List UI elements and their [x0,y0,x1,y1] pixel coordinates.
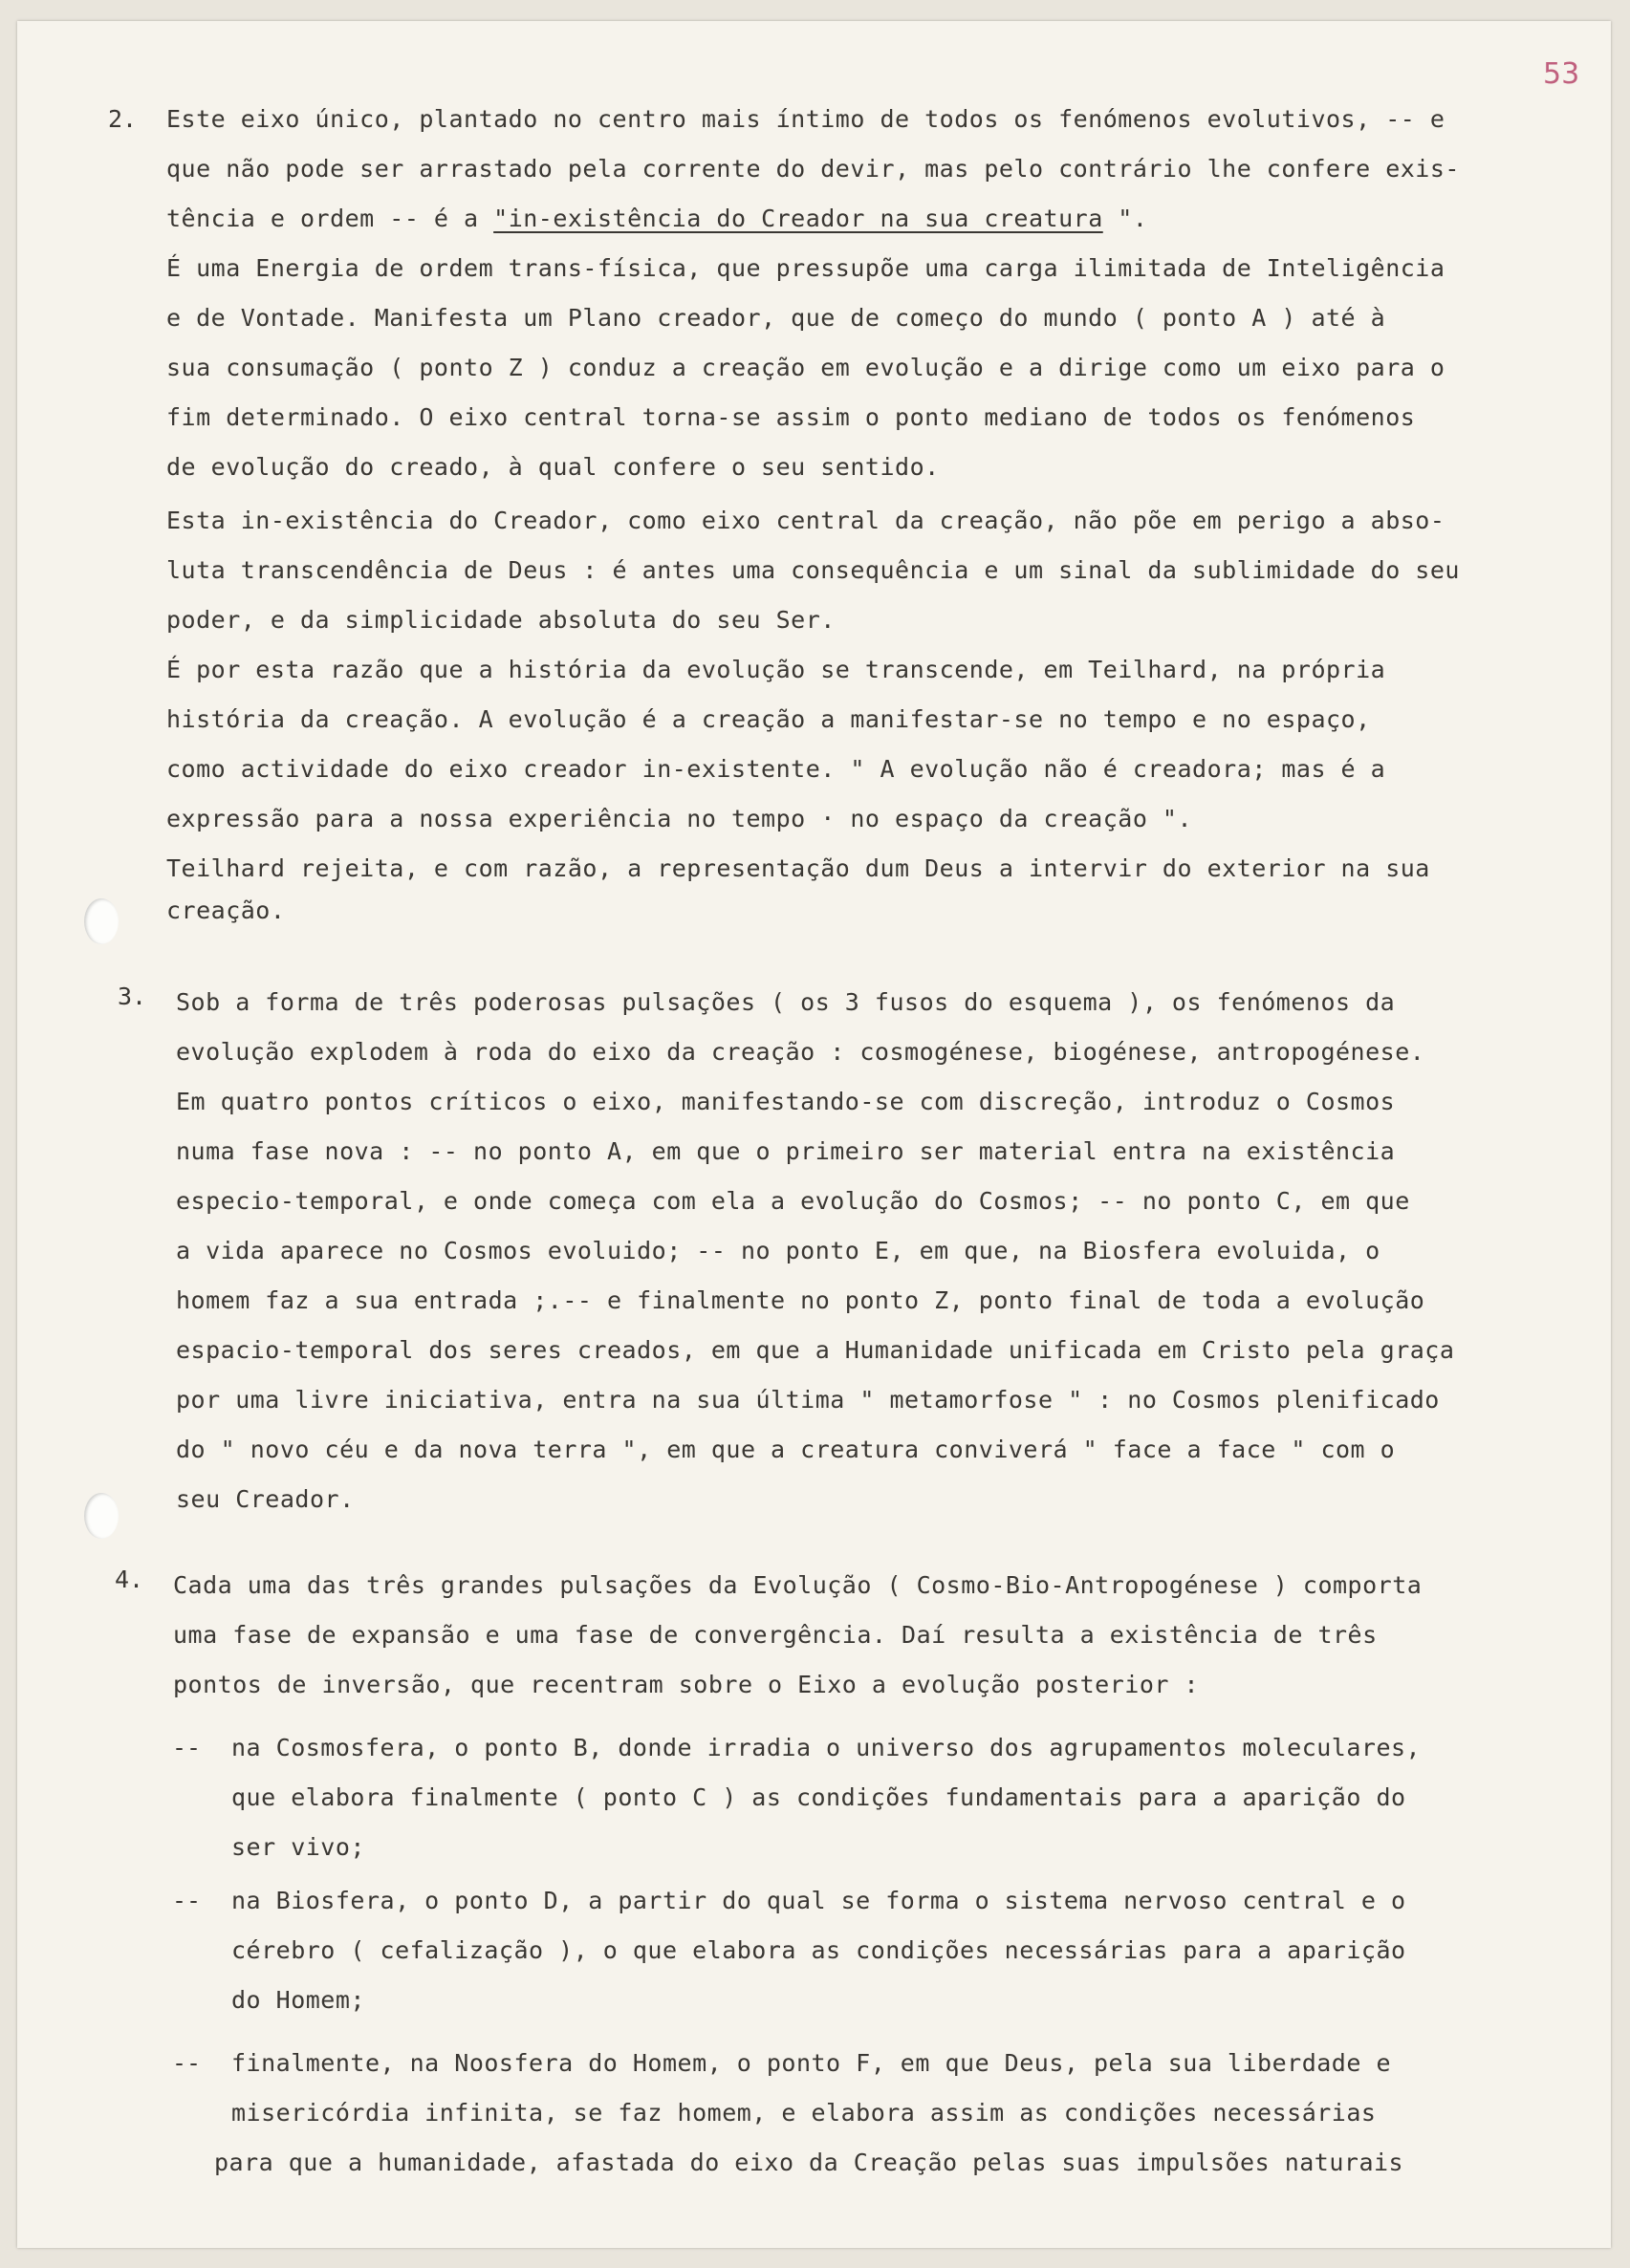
text-line: de evolução do creado, à qual confere o seu sentido. [166,453,940,481]
document-page [17,21,1611,2248]
text-line: seu Creador. [176,1485,355,1513]
underlined-phrase: "in-existência do Creador na sua creatura [493,205,1103,232]
text-line: creação. [166,896,286,924]
text-line: poder, e da simplicidade absoluta do seu Ser. [166,606,836,634]
text-line: Teilhard rejeita, e com razão, a representação dum Deus a intervir do exterior na sua [166,854,1430,882]
text-line: e de Vontade. Manifesta um Plano creador, que de começo do mundo ( ponto A ) até à [166,304,1386,332]
text-line: história da creação. A evolução é a creação a manifestar-se no tempo e no espaço, [166,705,1371,733]
text-line: luta transcendência de Deus : é antes uma consequência e um sinal da sublimidade do seu [166,556,1460,584]
text-line: Cada uma das três grandes pulsações da Evolução ( Cosmo-Bio-Antropogénese ) comporta [173,1571,1423,1599]
text-line: Sob a forma de três poderosas pulsações ( os 3 fusos do esquema ), os fenómenos da [176,988,1396,1016]
section-number: 4. [115,1566,144,1593]
section-number: 2. [108,105,138,133]
text-line: numa fase nova : -- no ponto A, em que o primeiro ser material entra na existência [176,1137,1396,1165]
text-line: expressão para a nossa experiência no tempo · no espaço da creação ". [166,805,1193,832]
text-span: ". [1102,205,1148,232]
list-item-line: ser vivo; [231,1833,365,1861]
text-line: uma fase de expansão e uma fase de convergência. Daí resulta a existência de três [173,1621,1378,1649]
list-item-line: do Homem; [231,1986,365,2014]
text-line: como actividade do eixo creador in-existente. " A evolução não é creadora; mas é a [166,755,1386,783]
list-item-line: na Cosmosfera, o ponto B, donde irradia o universo dos agrupamentos moleculares, [231,1734,1422,1761]
text-line: homem faz a sua entrada ;.-- e finalmente no ponto Z, ponto final de toda a evolução [176,1286,1425,1314]
text-span: tência e ordem -- é a [166,205,494,232]
text-line: Este eixo único, plantado no centro mais íntimo de todos os fenómenos evolutivos, -- e [166,105,1445,133]
text-line: espacio-temporal dos seres creados, em que a Humanidade unificada em Cristo pela graça [176,1336,1455,1364]
list-item-line: para que a humanidade, afastada do eixo da Creação pelas suas impulsões naturais [214,2149,1404,2176]
text-line: É por esta razão que a história da evolução se transcende, em Teilhard, na própria [166,656,1386,683]
list-item-line: cérebro ( cefalização ), o que elabora as condições necessárias para a aparição [231,1936,1406,1964]
text-line [166,205,1147,232]
list-dash: -- [172,1734,202,1761]
page-number: 53 [1543,57,1580,91]
text-line: por uma livre iniciativa, entra na sua última " metamorfose " : no Cosmos plenificado [176,1386,1440,1414]
text-line: Em quatro pontos críticos o eixo, manifestando-se com discreção, introduz o Cosmos [176,1088,1396,1115]
text-line: a vida aparece no Cosmos evoluido; -- no ponto E, em que, na Biosfera evoluida, o [176,1237,1380,1264]
text-line: pontos de inversão, que recentram sobre o Eixo a evolução posterior : [173,1671,1200,1698]
text-line: sua consumação ( ponto Z ) conduz a creação em evolução e a dirige como um eixo para o [166,354,1445,381]
punch-hole [84,898,119,944]
list-item-line: misericórdia infinita, se faz homem, e elabora assim as condições necessárias [231,2099,1377,2127]
list-item-line: finalmente, na Noosfera do Homem, o ponto F, em que Deus, pela sua liberdade e [231,2049,1391,2077]
section-number: 3. [118,983,147,1010]
text-line: que não pode ser arrastado pela corrente do devir, mas pelo contrário lhe confere exis- [166,155,1460,183]
text-line: fim determinado. O eixo central torna-se assim o ponto mediano de todos os fenómenos [166,403,1416,431]
text-line: do " novo céu e da nova terra ", em que a creatura conviverá " face a face " com o [176,1436,1396,1463]
list-dash: -- [172,2049,202,2077]
text-line: Esta in-existência do Creador, como eixo central da creação, não põe em perigo a abso- [166,507,1445,534]
punch-hole [84,1493,119,1539]
list-dash: -- [172,1887,202,1914]
text-line: É uma Energia de ordem trans-física, que pressupõe uma carga ilimitada de Inteligência [166,254,1445,282]
list-item-line: que elabora finalmente ( ponto C ) as condições fundamentais para a aparição do [231,1783,1406,1811]
list-item-line: na Biosfera, o ponto D, a partir do qual se forma o sistema nervoso central e o [231,1887,1406,1914]
text-line: evolução explodem à roda do eixo da creação : cosmogénese, biogénese, antropogénese. [176,1038,1425,1066]
text-line: especio-temporal, e onde começa com ela a evolução do Cosmos; -- no ponto C, em que [176,1187,1410,1215]
